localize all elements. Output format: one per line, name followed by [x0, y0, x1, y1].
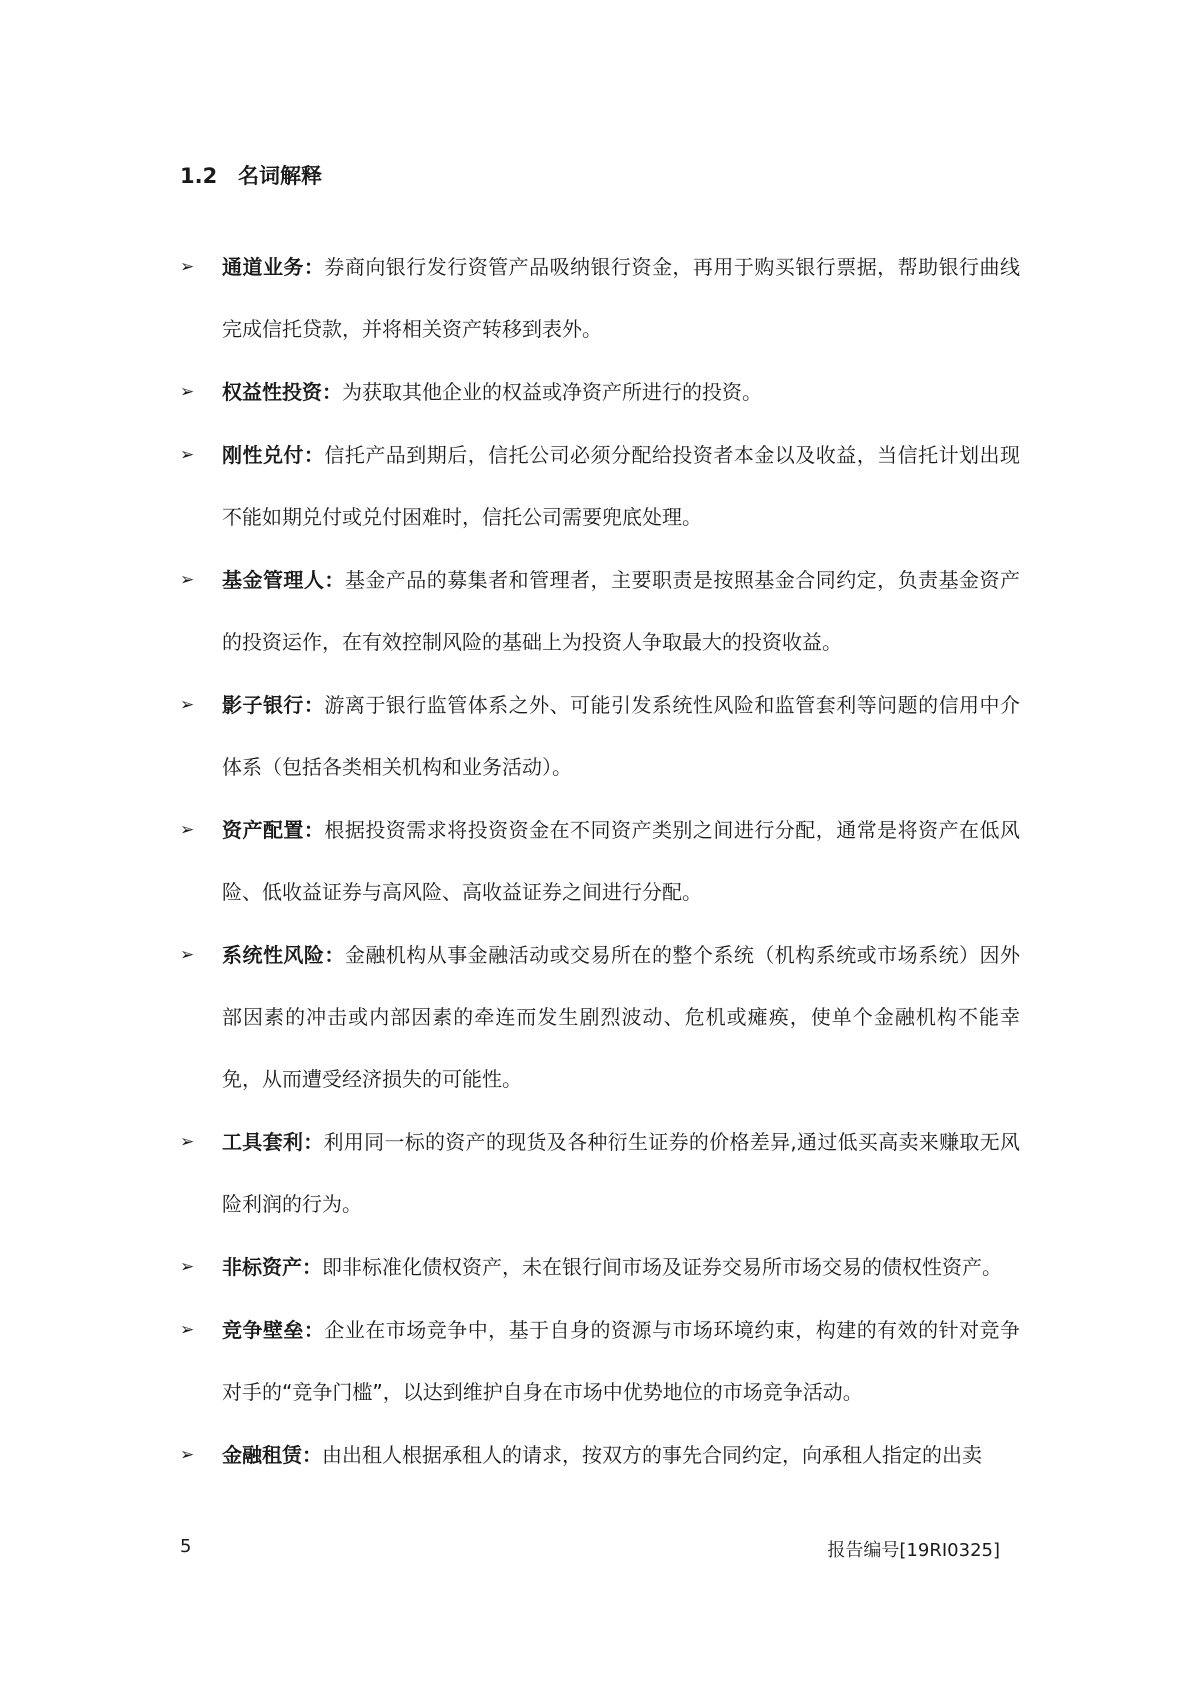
term-item: [180, 1299, 1020, 1423]
term-definition: 信托产品到期后，信托公司必须分配给投资者本金以及收益，当信托计划出现不能如期兑付或兑付困难时，信托公司需要兜底处理。: [222, 443, 1021, 529]
term-item: [180, 799, 1020, 923]
term-item: [180, 236, 1020, 360]
term-definition: 由出租人根据承租人的请求，按双方的事先合同约定，向承租人指定的出卖: [322, 1443, 982, 1467]
term-label: 竞争壁垒：: [222, 1318, 325, 1342]
term-label: 基金管理人：: [222, 568, 345, 592]
term-item: [180, 674, 1020, 798]
term-item: [180, 361, 1020, 423]
section-number: 1.2: [180, 164, 218, 188]
arrow-bullet-icon: ➢: [180, 945, 195, 965]
arrow-bullet-icon: ➢: [180, 382, 195, 402]
term-item: [180, 1111, 1020, 1235]
term-definition: 基金产品的募集者和管理者，主要职责是按照基金合同约定，负责基金资产的投资运作，在有效控制风险的基础上为投资人争取最大的投资收益。: [222, 568, 1021, 654]
term-definition: 金融机构从事金融活动或交易所在的整个系统（机构系统或市场系统）因外部因素的冲击或内部因素的牵连而发生剧烈波动、危机或瘫痪，使单个金融机构不能幸免，从而遭受经济损失的可能性。: [222, 943, 1021, 1091]
term-definition: 游离于银行监管体系之外、可能引发系统性风险和监管套利等问题的信用中介体系（包括各类相关机构和业务活动）。: [222, 693, 1021, 779]
term-definition: 为获取其他企业的权益或净资产所进行的投资。: [342, 380, 762, 404]
term-label: 非标资产：: [222, 1255, 322, 1279]
term-definition: 即非标准化债权资产，未在银行间市场及证券交易所市场交易的债权性资产。: [322, 1255, 1002, 1279]
arrow-bullet-icon: ➢: [180, 1257, 195, 1277]
term-definition: 根据投资需求将投资资金在不同资产类别之间进行分配，通常是将资产在低风险、低收益证券与高风险、高收益证券之间进行分配。: [222, 818, 1021, 904]
term-item: [180, 1236, 1020, 1298]
arrow-bullet-icon: ➢: [180, 445, 195, 465]
term-item: [180, 924, 1020, 1110]
arrow-bullet-icon: ➢: [180, 695, 195, 715]
term-definition: 企业在市场竞争中，基于自身的资源与市场环境约束，构建的有效的针对竞争对手的“竞争门槛”，以达到维护自身在市场中优势地位的市场竞争活动。: [222, 1318, 1021, 1404]
arrow-bullet-icon: ➢: [180, 1320, 195, 1340]
report-number: 报告编号[19RI0325]: [827, 1540, 1000, 1561]
section-title: 名词解释: [238, 164, 322, 188]
arrow-bullet-icon: ➢: [180, 820, 195, 840]
term-label: 权益性投资：: [222, 380, 342, 404]
term-label: 金融租赁：: [222, 1443, 322, 1467]
term-list: [180, 236, 1020, 1487]
arrow-bullet-icon: ➢: [180, 1445, 195, 1465]
term-label: 刚性兑付：: [222, 443, 325, 467]
term-label: 资产配置：: [222, 818, 325, 842]
term-item: [180, 424, 1020, 548]
arrow-bullet-icon: ➢: [180, 257, 195, 277]
term-label: 系统性风险：: [222, 943, 345, 967]
term-label: 工具套利：: [222, 1130, 324, 1154]
term-definition: 券商向银行发行资管产品吸纳银行资金，再用于购买银行票据，帮助银行曲线完成信托贷款，并将相关资产转移到表外。: [222, 255, 1021, 341]
term-item: [180, 549, 1020, 673]
term-label: 影子银行：: [222, 693, 325, 717]
arrow-bullet-icon: ➢: [180, 570, 195, 590]
page-number: 5: [180, 1536, 192, 1557]
term-definition: 利用同一标的资产的现货及各种衍生证券的价格差异,通过低买高卖来赚取无风险利润的行为。: [222, 1130, 1021, 1216]
section-heading: [180, 160, 322, 190]
arrow-bullet-icon: ➢: [180, 1132, 195, 1152]
term-item: [180, 1424, 1020, 1486]
term-label: 通道业务：: [222, 255, 325, 279]
